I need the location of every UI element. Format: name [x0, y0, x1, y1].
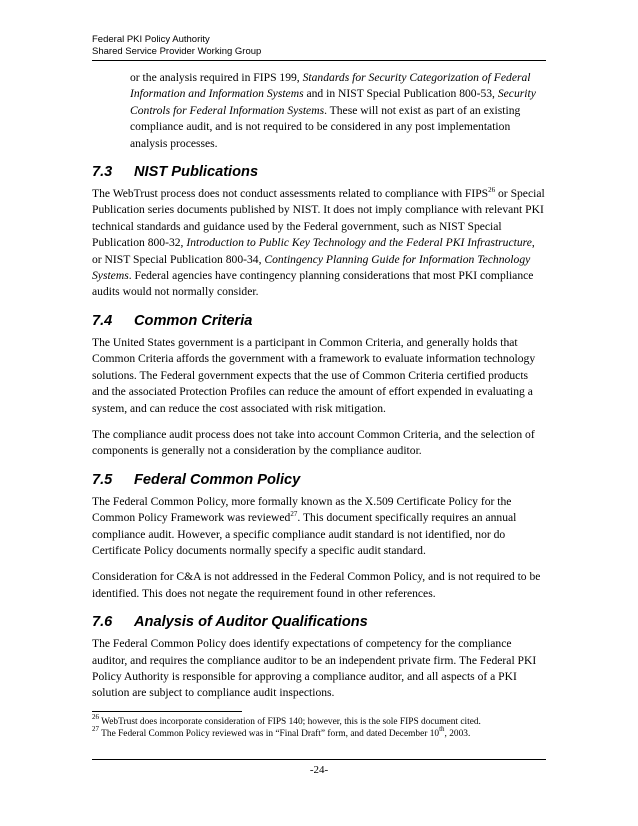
section-7-6-paragraph: The Federal Common Policy does identify expectations of competency for the compliance auditor, and requires the compliance auditor to be an independent private firm. The Federal PKI Policy Authority is responsible for approving a compliance auditor, and all aspects of a PKI solution are subject to compliance audit inspections. [92, 637, 537, 700]
page-number: -24- [309, 764, 329, 776]
footnote-26: $^{26}$ WebTrust does incorporate consideration of FIPS 140; however, this is the sole FIPS document cited. [92, 713, 481, 727]
header-line-1: Federal PKI Policy Authority [92, 34, 210, 45]
section-7-4-paragraph-2: The compliance audit process does not take into account Common Criteria, and the selection of components is generally not a consideration by the compliance auditor. [92, 427, 535, 458]
section-heading-7-6: 7.6 Analysis of Auditor Qualifications [92, 614, 368, 631]
section-heading-7-5: 7.5 Federal Common Policy [92, 471, 301, 488]
footnote-ref-26[interactable]: 26 [488, 186, 496, 195]
section-7-4-paragraph-1: The United States government is a participant in Common Criteria, and generally holds that Common Criteria affords the government with a framework to evaluate information technology solutions. The Federal government expects that the use of Common Criteria certified products and the associated Protection Profiles can reduce the amount of effort expended in evaluating a system, and can reduce the cost associated with risk mitigation. [92, 335, 536, 415]
footnote-ref-27[interactable]: 27 [290, 510, 298, 519]
page-body [92, 70, 546, 712]
section-7-5-paragraph-1: The Federal Common Policy, more formally known as the X.509 Certificate Policy for the Common Policy Framework was reviewed$^{27}$. This document specifically requires an annual compliance audit. However, a specific compliance audit standard is not identified, nor do Certificate Policy documents normally specify a specific audit standard. [92, 494, 517, 557]
intro-paragraph: or the analysis required in FIPS 199, Standards for Security Categorization of Federal Information and Information Systems and in NIST Special Publication 800-53, Security Controls for Federal Information Systems. These will not exist as part of an existing compliance audit, and is not required to be considered in any post implementation analysis processes. [130, 71, 536, 150]
footnote-separator [92, 711, 242, 712]
section-heading-7-3: 7.3 NIST Publications [92, 164, 259, 181]
header-rule [92, 60, 546, 61]
footnote-27: $^{27}$ The Federal Common Policy reviewed was in “Final Draft” form, and dated December 10th, 2003. [92, 725, 471, 740]
running-header [92, 34, 546, 58]
header-line-2: Shared Service Provider Working Group [92, 46, 262, 57]
section-heading-7-4: 7.4 Common Criteria [92, 312, 253, 329]
section-7-3-paragraph: The WebTrust process does not conduct assessments related to compliance with FIPS$^{26}$ or Special Publication series documents published by NIST. It does not imply compliance with relevant PKI technical standards and guidance used by the Federal government, such as NIST Special Publication 800-32, Introduction to Public Key Technology and the Federal PKI Infrastructure, or NIST Special Publication 800-34, Contingency Planning Guide for Information Technology Systems. Federal agencies have contingency planning considerations that most PKI compliance audits would not normally consider. [92, 186, 545, 299]
footer-rule [92, 759, 546, 760]
footnotes [92, 713, 546, 741]
section-7-5-paragraph-2: Consideration for C&A is not addressed in the Federal Common Policy, and is not required to be identified. This does not negate the requirement found in other references. [92, 570, 541, 600]
